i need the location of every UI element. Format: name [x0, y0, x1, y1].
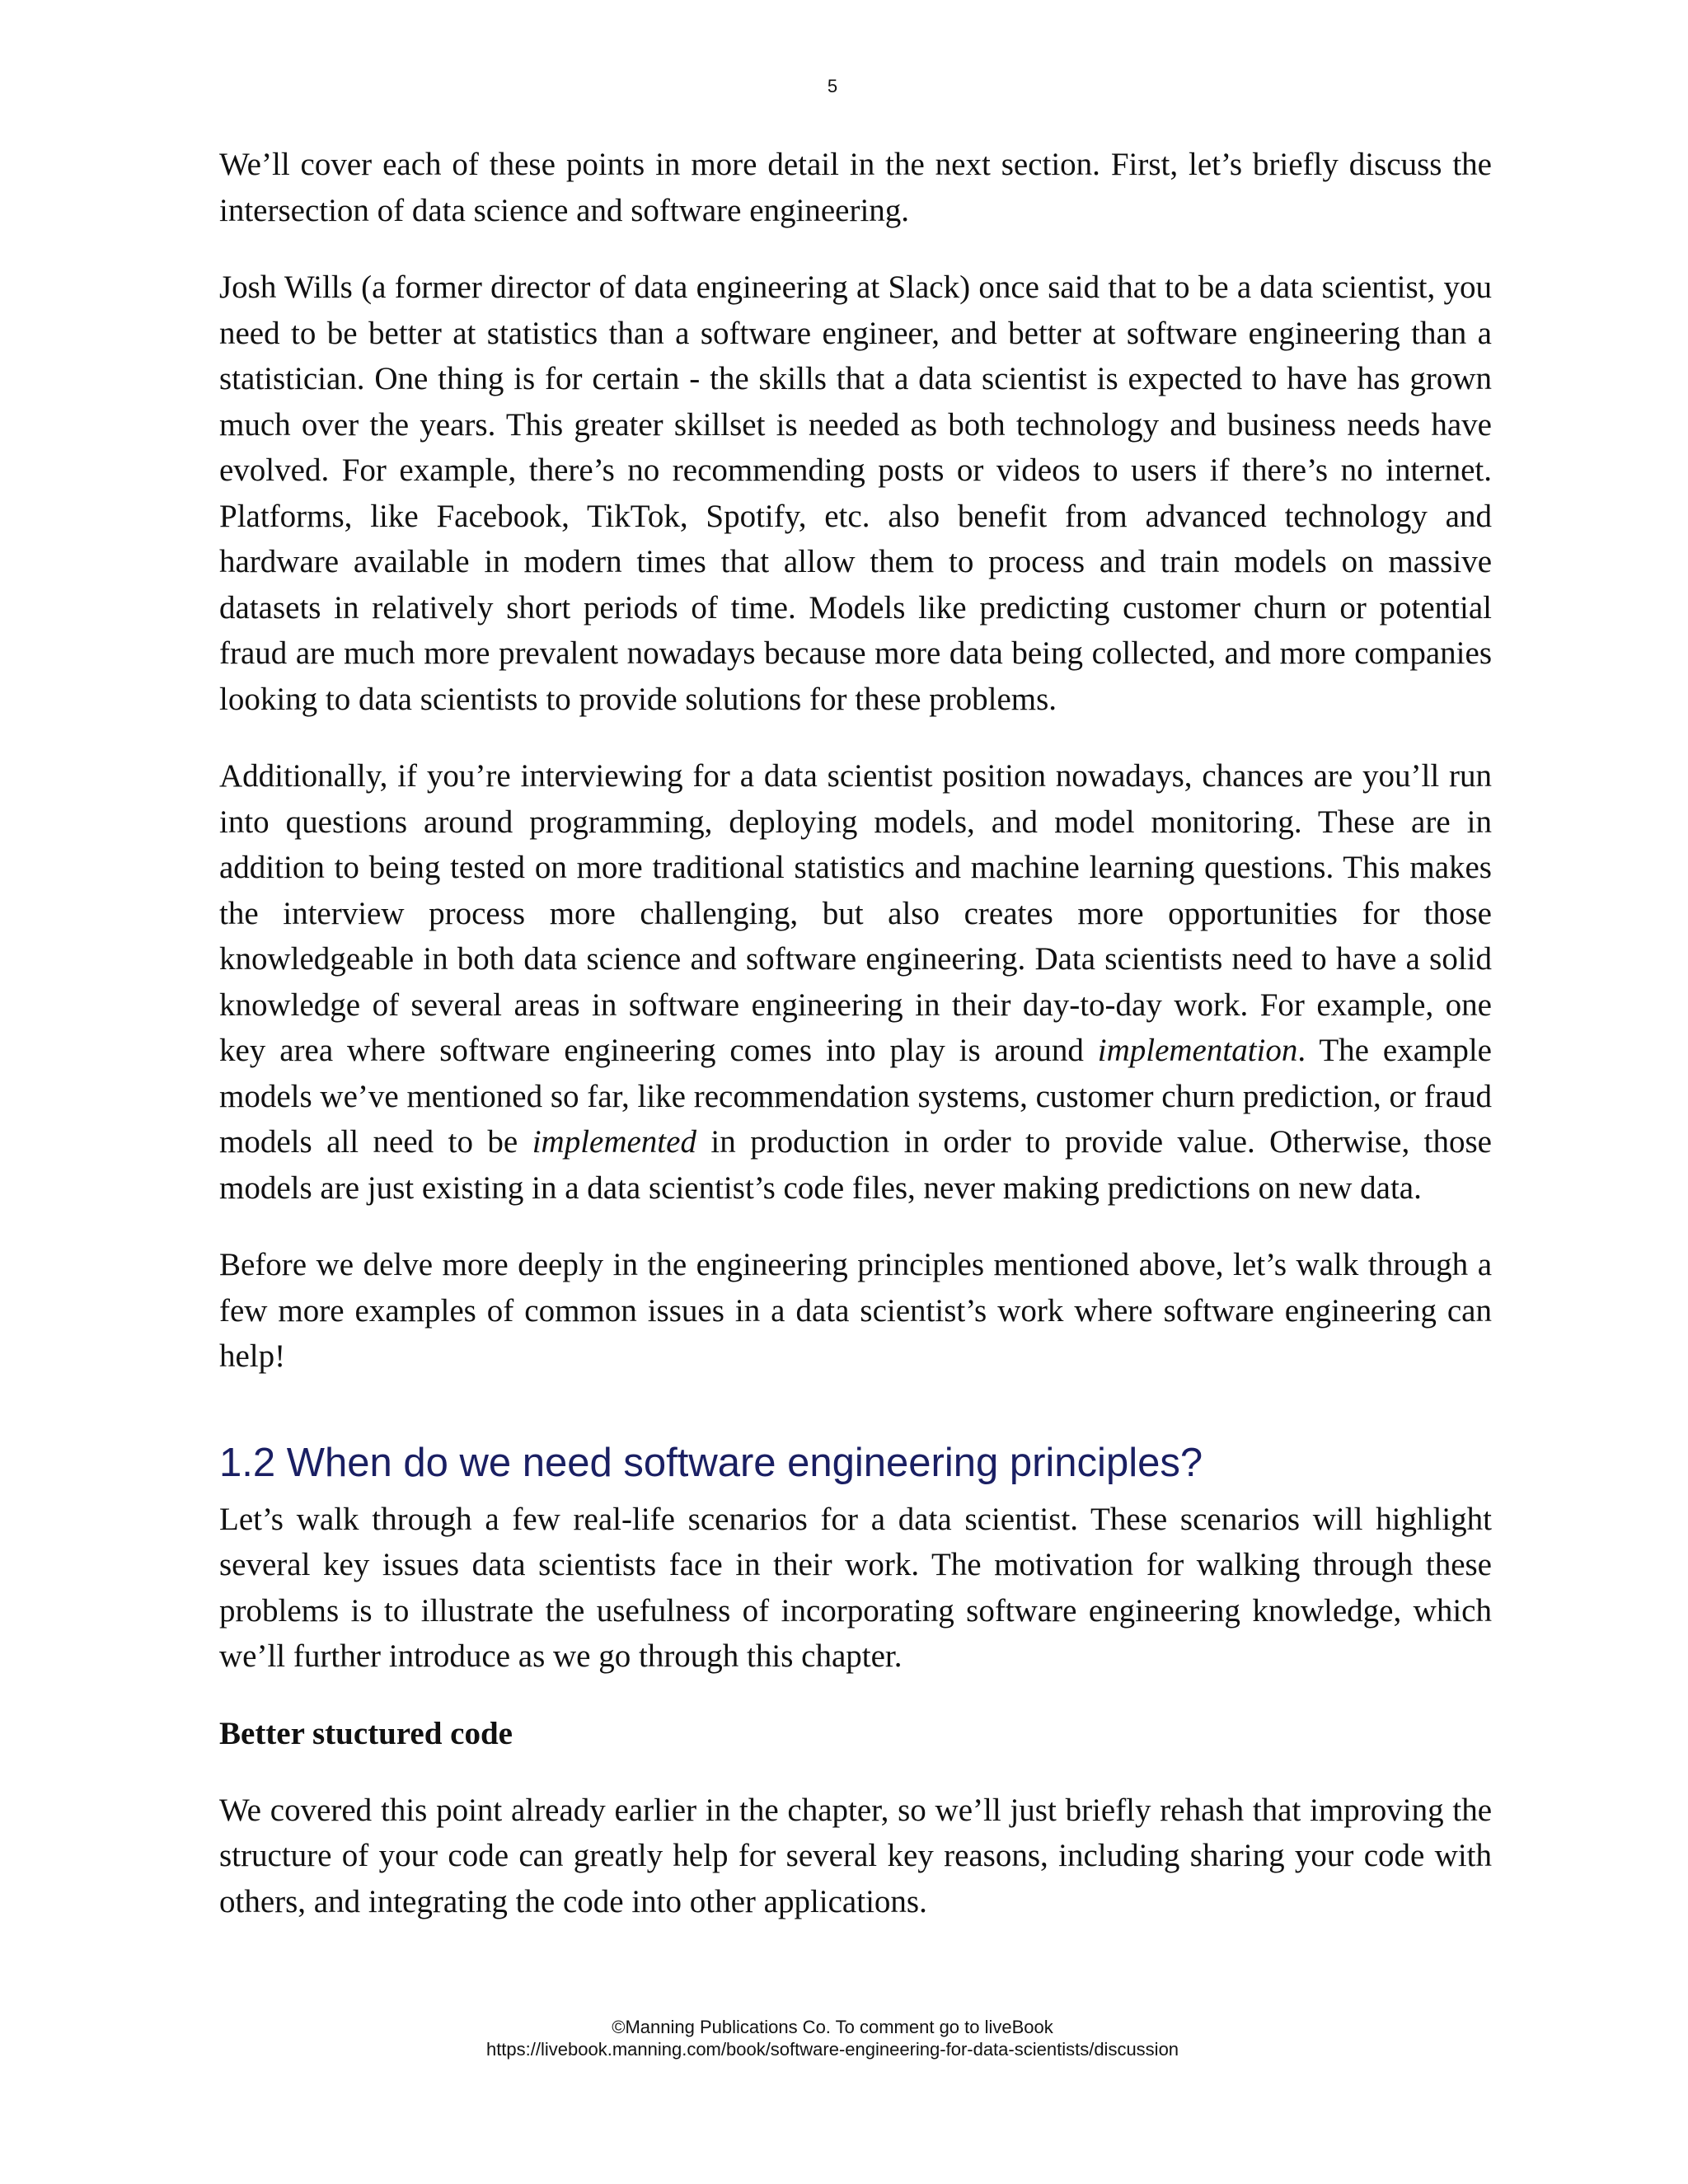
- subsection-paragraph: We covered this point already earlier in the chapter, so we’ll just briefly rehash that improving the structure of your code can greatly help for several key reasons, including sharing your code with others, and integrating the code into other applications.: [219, 1792, 1492, 1919]
- footer-copyright: ©Manning Publications Co. To comment go to liveBook: [612, 2017, 1053, 2037]
- page-number: 5: [827, 76, 838, 96]
- emphasis-implemented: implemented: [532, 1124, 696, 1160]
- footer-url: https://livebook.manning.com/book/software-engineering-for-data-scientists/discussion: [485, 2039, 1179, 2060]
- subheading: Better stuctured code: [219, 1715, 513, 1751]
- paragraph-intro: We’ll cover each of these points in more detail in the next section. First, let’s briefly discuss the intersection of data science and software engineering.: [219, 147, 1492, 228]
- section-heading: 1.2 When do we need software engineering principles?: [219, 1440, 1203, 1485]
- paragraph-text: in production in order to provide value. Otherwise, those models are just existing in a data scientist’s code files, never making predictions on new data.: [219, 1124, 1492, 1206]
- paragraph-text: . The example models we’ve mentioned so far, like recommendation systems, customer churn prediction, or fraud models all need to be: [219, 1033, 1492, 1160]
- paragraph-text: Additionally, if you’re interviewing for a data scientist position nowadays, chances are you’ll run into questions around programming, deploying models, and model monitoring. These are in addition to being tested on more traditional statistics and machine learning questions. This makes the interview process more challenging, but also creates more opportunities for those knowledgeable in both data science and software engineering. Data scientists need to have a solid knowledge of several areas in software engineering in their day-to-day work. For example, one key area where software engineering comes into play is around: [219, 758, 1492, 1068]
- emphasis-implementation: implementation: [1097, 1033, 1298, 1068]
- paragraph-josh-wills: Josh Wills (a former director of data engineering at Slack) once said that to be a data scientist, you need to be better at statistics than a software engineer, and better at software engineering than a statistician. One thing is for certain - the skills that a data scientist is expected to have has grown much over the years. This greater skillset is needed as both technology and business needs have evolved. For example, there’s no recommending posts or videos to users if there’s no internet. Platforms, like Facebook, TikTok, Spotify, etc. also benefit from advanced technology and hardware available in modern times that allow them to process and train models on massive datasets in relatively short periods of time. Models like predicting customer churn or potential fraud are much more prevalent nowadays because more data being collected, and more companies looking to data scientists to provide solutions for these problems.: [219, 269, 1492, 717]
- page-footer: [0, 2016, 1665, 2060]
- section-intro-paragraph: Let’s walk through a few real-life scenarios for a data scientist. These scenarios will highlight several key issues data scientists face in their work. The motivation for walking through these problems is to illustrate the usefulness of incorporating software engineering knowledge, which we’ll further introduce as we go through this chapter.: [219, 1501, 1492, 1674]
- paragraph-interviewing: [219, 753, 1492, 1211]
- page-body: [219, 142, 1492, 1956]
- paragraph-before-we-delve: Before we delve more deeply in the engineering principles mentioned above, let’s walk through a few more examples of common issues in a data scientist’s work where software engineering can help!: [219, 1247, 1492, 1374]
